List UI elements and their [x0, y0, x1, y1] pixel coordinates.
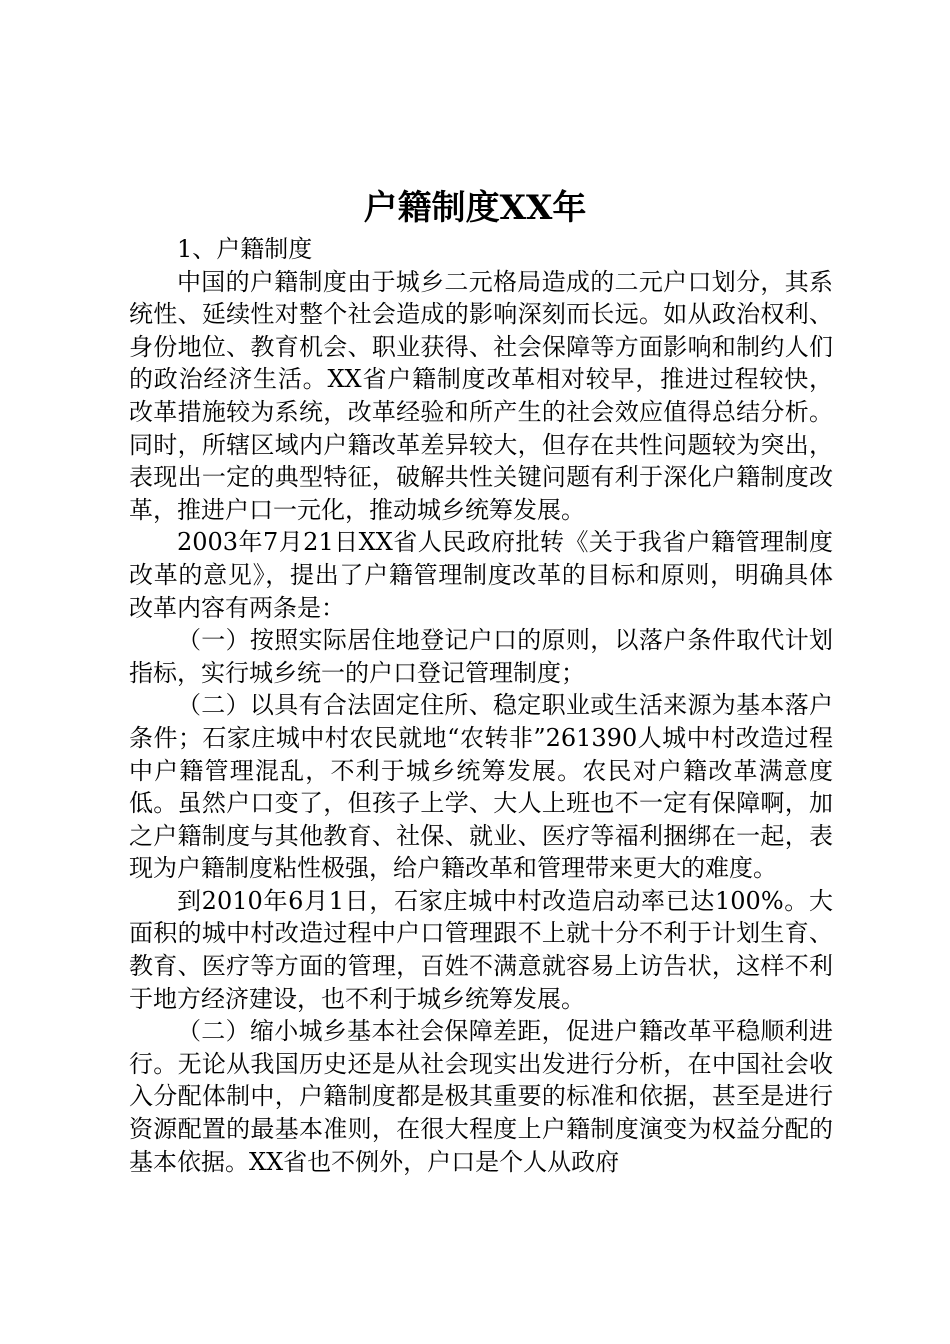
paragraph: 2003年7月21日XX省人民政府批转《关于我省户籍管理制度改革的意见》，提出了户籍管理制度改革的目标和原则，明确具体改革内容有两条是：	[129, 528, 833, 622]
document-title: 户籍制度XX年	[363, 188, 587, 228]
section-heading: 1、户籍制度	[177, 235, 313, 263]
paragraph: 中国的户籍制度由于城乡二元格局造成的二元户口划分，其系统性、延续性对整个社会造成的影响深刻而长远。如从政治权利、身份地位、教育机会、职业获得、社会保障等方面影响和制约人们的政治经济生活。XX省户籍制度改革相对较早，推进过程较快，改革措施较为系统，改革经验和所产生的社会效应值得总结分析。同时，所辖区域内户籍改革差异较大，但存在共性问题较为突出，表现出一定的典型特征，破解共性关键问题有利于深化户籍制度改革，推进户口一元化，推动城乡统筹发展。	[129, 267, 833, 524]
document-body	[129, 233, 833, 1178]
paragraph: （二）以具有合法固定住所、稳定职业或生活来源为基本落户条件；石家庄城中村农民就地“农转非”261390人城中村改造过程中户籍管理混乱，不利于城乡统筹发展。农民对户籍改革满意度低。虽然户口变了，但孩子上学、大人上班也不一定有保障啊，加之户籍制度与其他教育、社保、就业、医疗等福利捆绑在一起，表现为户籍制度粘性极强，给户籍改革和管理带来更大的难度。	[129, 691, 833, 883]
paragraph: （二）缩小城乡基本社会保障差距，促进户籍改革平稳顺利进行。无论从我国历史还是从社会现实出发进行分析，在中国社会收入分配体制中，户籍制度都是极其重要的标准和依据，甚至是进行资源配置的最基本准则，在很大程度上户籍制度演变为权益分配的基本依据。XX省也不例外，户口是个人从政府	[129, 1017, 833, 1176]
paragraph: （一）按照实际居住地登记户口的原则，以落户条件取代计划指标，实行城乡统一的户口登记管理制度；	[129, 626, 833, 687]
paragraph: 到2010年6月1日，石家庄城中村改造启动率已达100%。大面积的城中村改造过程中户口管理跟不上就十分不利于计划生育、教育、医疗等方面的管理，百姓不满意就容易上访告状，这样不利于地方经济建设，也不利于城乡统筹发展。	[129, 886, 833, 1013]
